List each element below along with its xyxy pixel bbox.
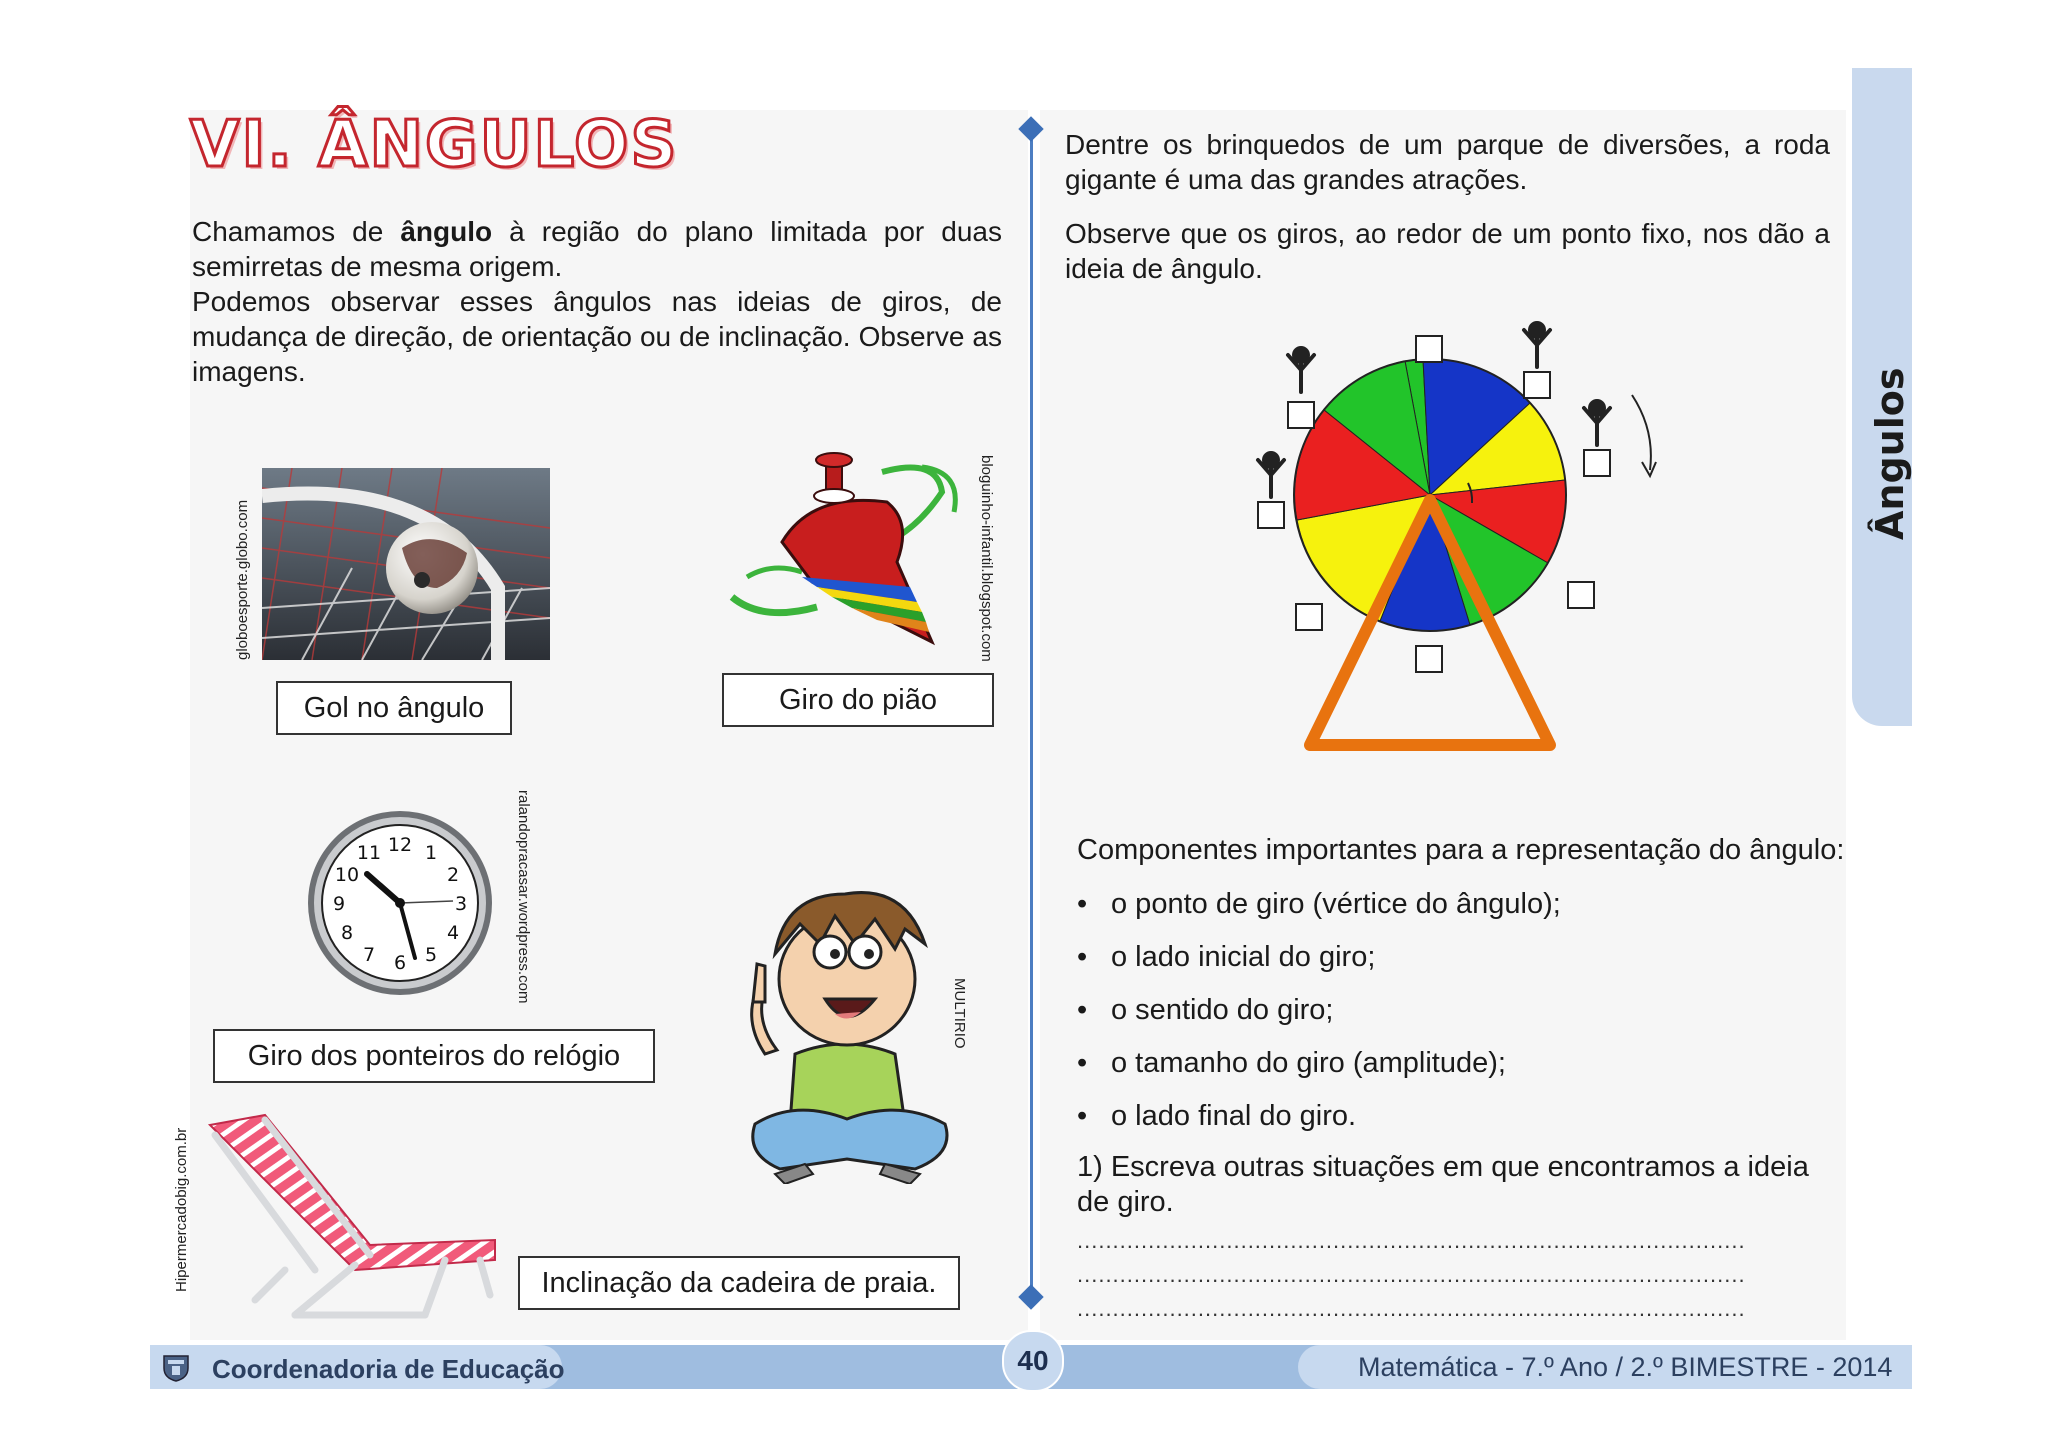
clock-num-10: 10 <box>334 864 360 886</box>
spinning-top-image <box>722 452 972 652</box>
caption-top: Giro do pião <box>722 673 994 727</box>
clock-num-8: 8 <box>340 922 354 944</box>
coat-of-arms-icon <box>160 1352 192 1382</box>
caption-chair: Inclinação da cadeira de praia. <box>518 1256 960 1310</box>
intro-second: Podemos observar esses ângulos nas ideias de giros, de mudança de direção, de orientação ou de inclinação. Observe as imagens. <box>192 286 1002 387</box>
list-item: • o lado inicial do giro; <box>1075 937 1855 990</box>
ferris-wheel-diagram <box>1240 320 1680 760</box>
list-item: • o ponto de giro (vértice do ângulo); <box>1075 884 1855 937</box>
intro-rest: à região do plano limitada por duas semirretas de mesma origem. <box>192 216 1002 282</box>
boy-credit: MULTIRIO <box>951 978 968 1049</box>
list-item: • o sentido do giro; <box>1075 990 1855 1043</box>
goal-credit: globoesporte.globo.com <box>234 499 251 660</box>
clock-num-9: 9 <box>332 893 346 915</box>
wall-clock-image <box>305 808 495 998</box>
list-item: • o tamanho do giro (amplitude); <box>1075 1043 1855 1096</box>
page-divider <box>1030 120 1033 1300</box>
caption-clock: Giro dos ponteiros do relógio <box>213 1029 655 1083</box>
clock-num-1: 1 <box>424 842 438 864</box>
list-item: • o lado final do giro. <box>1075 1096 1855 1149</box>
page-number: 40 <box>1002 1330 1064 1392</box>
caption-goal: Gol no ângulo <box>276 681 512 735</box>
clock-num-11: 11 <box>356 842 382 864</box>
footer-institution: Coordenadoria de Educação <box>212 1354 565 1384</box>
clock-num-12: 12 <box>387 834 413 856</box>
clock-num-5: 5 <box>424 944 438 966</box>
beach-chair-image <box>205 1110 505 1320</box>
clock-num-6: 6 <box>393 952 407 974</box>
exercise-question: 1) Escreva outras situações em que encontramos a ideia de giro. <box>1077 1151 1809 1218</box>
intro-lead: Chamamos de <box>192 216 401 247</box>
top-credit: bloguinho-infantil.blogspot.com <box>978 455 995 662</box>
goal-net-image <box>262 468 550 660</box>
answer-line[interactable]: .............................................................................................. <box>1077 1262 1746 1287</box>
intro-paragraph <box>192 214 1002 389</box>
intro-bold-term: ângulo <box>400 216 493 247</box>
answer-line[interactable]: .............................................................................................. <box>1077 1296 1746 1321</box>
chair-credit: Hipermercadobig.com.br <box>173 1127 190 1292</box>
clock-num-4: 4 <box>446 922 460 944</box>
thinking-boy-image <box>735 874 960 1184</box>
chapter-tab-label: Ângulos <box>1868 367 1912 540</box>
footer-course-info: Matemática - 7.º Ano / 2.º BIMESTRE - 2014 <box>1358 1352 1893 1382</box>
clock-num-7: 7 <box>362 944 376 966</box>
clock-num-2: 2 <box>446 864 460 886</box>
components-title: Componentes importantes para a representação do ângulo: <box>1077 834 1845 866</box>
answer-line[interactable]: .............................................................................................. <box>1077 1228 1746 1253</box>
components-list <box>1075 884 1855 1149</box>
clock-credit: ralandopracasar.wordpress.com <box>515 790 532 1004</box>
page-title: VI. ÂNGULOS <box>190 108 679 182</box>
clock-num-3: 3 <box>454 893 468 915</box>
right-paragraph-2: Observe que os giros, ao redor de um ponto fixo, nos dão a ideia de ângulo. <box>1065 218 1830 284</box>
right-paragraph-1: Dentre os brinquedos de um parque de diversões, a roda gigante é uma das grandes atrações. <box>1065 129 1830 195</box>
